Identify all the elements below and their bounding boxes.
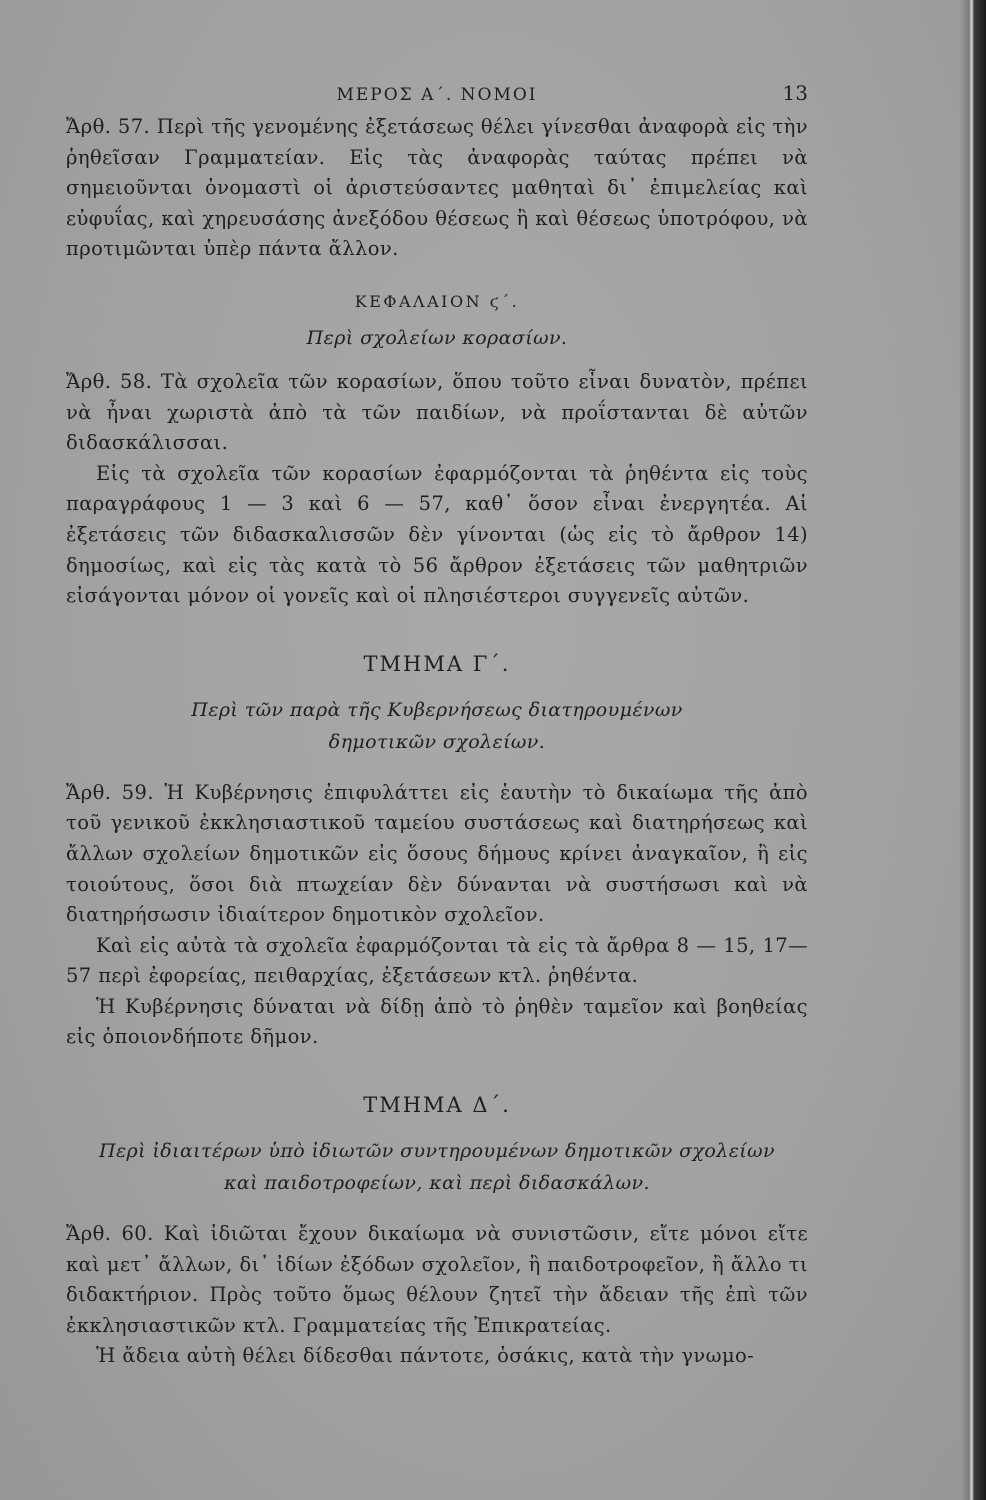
article-58-continuation: Εἰς τὰ σχολεῖα τῶν κορασίων ἐφαρμόζονται τὰ ῥηθέντα εἰς τοὺς παραγράφους 1 — 3 καὶ 6 — 57, καθ᾿ ὅσον εἶναι ἐνεργητέα. Αἱ ἐξετάσεις τῶν διδασκαλισσῶν δὲν γίνονται (ὡς εἰς τὸ ἄρθρον 14) δημοσίως, καὶ εἰς τὰς κατὰ τὸ 56 ἄρθρον ἐξετάσεις τῶν μαθητριῶν εἰσάγονται μόνον οἱ γονεῖς καὶ οἱ πλησιέστεροι συγγενεῖς αὐτῶν. (66, 461, 808, 608)
running-head-title: ΜΕΡΟΣ Α΄. ΝΟΜΟΙ (336, 85, 538, 105)
chapter-heading: ΚΕΦΑΛΑΙΟΝ ϛ΄. (354, 291, 520, 311)
section-3-subtitle-line1: Περὶ τῶν παρὰ τῆς Κυβερνήσεως διατηρουμένων (191, 698, 683, 721)
article-58: Ἄρθ. 58. Τὰ σχολεῖα τῶν κορασίων, ὅπου τοῦτο εἶναι δυνατὸν, πρέπει νὰ ἦναι χωριστὰ ἀπὸ τὰ τῶν παιδίων, νὰ προΐστανται δὲ αὐτῶν διδασκάλισσαι. (66, 369, 808, 455)
article-60: Ἄρθ. 60. Καὶ ἰδιῶται ἔχουν δικαίωμα νὰ συνιστῶσιν, εἴτε μόνοι εἴτε καὶ μετ᾿ ἄλλων, δι᾿ ἰδίων ἐξόδων σχολεῖον, ἢ παιδοτροφεῖον, ἢ ἄλλο τι διδακτήριον. Πρὸς τοῦτο ὅμως θέλουν ζητεῖ τὴν ἄδειαν τῆς ἐπὶ τῶν ἐκκλησιαστικῶν κτλ. Γραμματείας τῆς Ἐπικρατείας. (66, 1222, 808, 1337)
article-60-continuation: Ἡ ἄδεια αὐτὴ θέλει δίδεσθαι πάντοτε, ὁσάκις, κατὰ τὴν γνωμο- (96, 1344, 755, 1368)
section-4-subtitle-line1: Περὶ ἰδιαιτέρων ὑπὸ ἰδιωτῶν συντηρουμένων δημοτικῶν σχολείων (98, 1140, 775, 1163)
section-4-subtitle (66, 1135, 808, 1199)
section-3-heading: ΤΜΗΜΑ Γ΄. (363, 651, 511, 676)
section-3-subtitle-line2: δημοτικῶν σχολείων. (328, 730, 546, 753)
section-4-subtitle-line2: καὶ παιδοτροφείων, καὶ περὶ διδασκάλων. (224, 1172, 650, 1195)
article-57: Ἄρθ. 57. Περὶ τῆς γενομένης ἐξετάσεως θέλει γίνεσθαι ἀναφορὰ εἰς τὴν ῥηθεῖσαν Γραμματείαν. Εἰς τὰς ἀναφορὰς ταύτας πρέπει νὰ σημειοῦνται ὀνομαστὶ οἱ ἀριστεύσαντες μαθηταὶ δι᾿ ἐπιμελείας καὶ εὐφυΐας, καὶ χηρευσάσης ἀνεξόδου θέσεως ἢ καὶ θέσεως ὑποτρόφου, νὰ προτιμῶνται ὑπὲρ πάντα ἄλλον. (66, 115, 808, 261)
running-head (66, 70, 808, 112)
article-59-final: Ἡ Κυβέρνησις δύναται νὰ δίδῃ ἀπὸ τὸ ῥηθὲν ταμεῖον καὶ βοηθείας εἰς ὁποιονδήποτε δῆμον. (66, 994, 808, 1049)
article-59-continuation: Καὶ εἰς αὐτὰ τὰ σχολεῖα ἐφαρμόζονται τὰ εἰς τὰ ἄρθρα 8 — 15, 17—57 περὶ ἐφορείας, πειθαρχίας, ἐξετάσεων κτλ. ῥηθέντα. (66, 933, 808, 988)
book-spine-edge (960, 0, 986, 1500)
section-4-heading: ΤΜΗΜΑ Δ΄. (363, 1093, 511, 1118)
article-59: Ἄρθ. 59. Ἡ Κυβέρνησις ἐπιφυλάττει εἰς ἑαυτὴν τὸ δικαίωμα τῆς ἀπὸ τοῦ γενικοῦ ἐκκλησιαστικοῦ ταμείου συστάσεως καὶ διατηρήσεως καὶ ἄλλων σχολείων δημοτικῶν εἰς ὅσους δήμους κρίνει ἀναγκαῖον, ἢ εἰς τοιούτους, ὅσοι διὰ πτωχείαν δὲν δύνανται νὰ συστήσωσι καὶ νὰ διατηρήσωσιν ἰδιαίτερον δημοτικὸν σχολεῖον. (66, 780, 808, 927)
section-3-subtitle (66, 694, 808, 758)
page-text-block (66, 70, 808, 1372)
page-number: 13 (782, 81, 808, 105)
chapter-subtitle: Περὶ σχολείων κορασίων. (306, 326, 568, 349)
